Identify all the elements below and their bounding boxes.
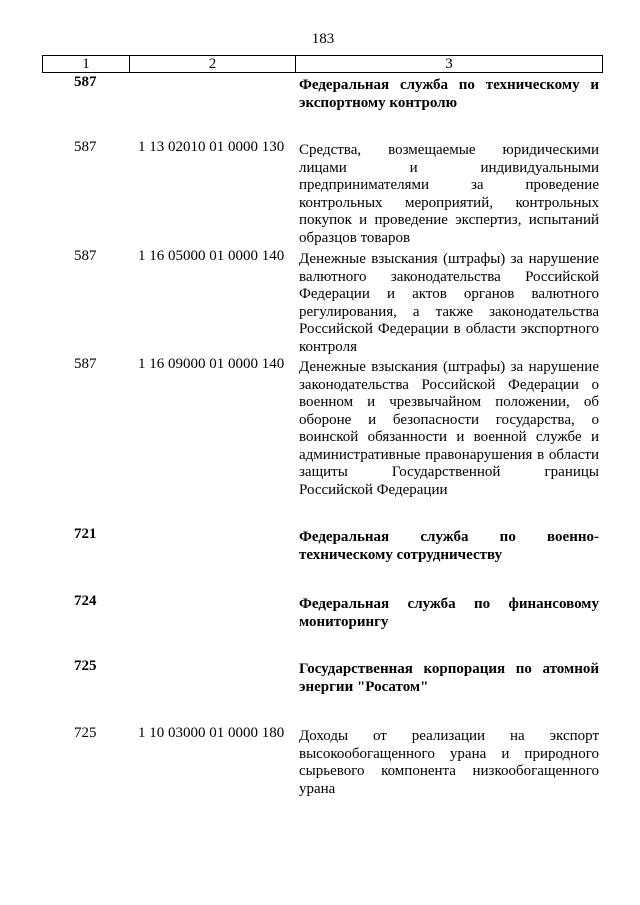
administrator-code: 587 [74, 74, 97, 90]
description-line: Федеральная служба по финансовому [299, 596, 599, 612]
description-line: образцов товаров [299, 229, 411, 246]
description-line: регулирования, а также законодательства [299, 303, 599, 320]
description-line: контрольных мероприятий, контрольных [299, 194, 599, 211]
description-line: энергии "Росатом" [299, 678, 429, 695]
revenue-name [299, 251, 599, 356]
description-line: обороне и безопасности государства, о [299, 411, 599, 428]
revenue-classification-code: 1 16 09000 01 0000 140 [138, 356, 285, 372]
description-line: административные правонарушения в области [299, 446, 599, 463]
description-line: высокообогащенного урана и природного [299, 745, 599, 762]
revenue-name [299, 77, 599, 112]
revenue-name [299, 142, 599, 247]
revenue-classification-code: 1 16 05000 01 0000 140 [138, 248, 285, 264]
revenue-name [299, 529, 599, 564]
administrator-code: 725 [74, 658, 97, 674]
description-line: Федерации и актов органов валютного [299, 286, 599, 302]
description-line: воинской обязанности и военной службе и [299, 429, 599, 445]
revenue-name [299, 661, 599, 696]
description-line: законодательства Российской Федерации о [299, 376, 599, 393]
administrator-code: 587 [74, 139, 97, 155]
description-line: покупок и проведение экспертиз, испытаний [299, 212, 599, 228]
description-line: экспортному контролю [299, 94, 458, 111]
description-line: Российской Федерации [299, 481, 448, 498]
description-line: мониторингу [299, 613, 389, 630]
column-header-3: 3 [295, 56, 602, 72]
description-line: Федеральная служба по техническому и [299, 77, 599, 93]
administrator-code: 724 [74, 593, 97, 609]
table-header [42, 55, 603, 73]
administrator-code: 725 [74, 725, 97, 741]
description-line: Денежные взыскания (штрафы) за нарушение [299, 251, 599, 267]
revenue-classification-code: 1 10 03000 01 0000 180 [138, 725, 285, 741]
description-line: валютного законодательства Российской [299, 268, 599, 285]
description-line: военном и чрезвычайном положении, об [299, 394, 599, 410]
description-line: контроля [299, 338, 357, 355]
description-line: Федеральная служба по военно- [299, 529, 599, 545]
column-header-2: 2 [129, 56, 295, 72]
description-line: Денежные взыскания (штрафы) за нарушение [299, 359, 599, 375]
administrator-code: 721 [74, 526, 97, 542]
description-line: урана [299, 780, 336, 797]
revenue-name [299, 728, 599, 798]
description-line: предпринимателями за проведение [299, 177, 599, 193]
revenue-name [299, 359, 599, 499]
page-number: 183 [311, 31, 335, 47]
administrator-code: 587 [74, 248, 97, 264]
administrator-code: 587 [74, 356, 97, 372]
description-line: лицами и индивидуальными [299, 159, 599, 176]
revenue-classification-code: 1 13 02010 01 0000 130 [138, 139, 285, 155]
description-line: Доходы от реализации на экспорт [299, 728, 599, 744]
description-line: Средства, возмещаемые юридическими [299, 142, 599, 158]
column-header-1: 1 [82, 56, 90, 72]
description-line: Государственная корпорация по атомной [299, 661, 599, 677]
description-line: защиты Государственной границы [299, 464, 599, 480]
description-line: Российской Федерации в области экспортного [299, 321, 599, 337]
description-line: сырьевого компонента низкообогащенного [299, 763, 599, 779]
description-line: техническому сотрудничеству [299, 546, 503, 563]
revenue-name [299, 596, 599, 631]
